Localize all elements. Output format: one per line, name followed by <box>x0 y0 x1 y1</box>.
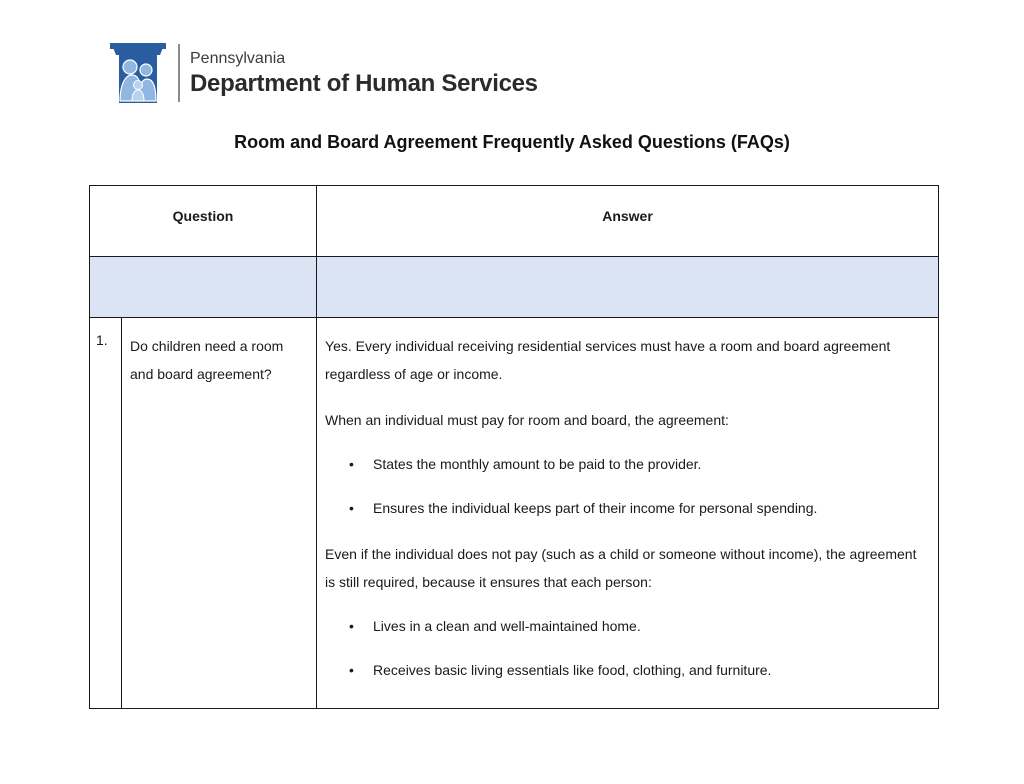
answer-pay-lead: When an individual must pay for room and board, the agreement: <box>325 412 729 428</box>
logo-divider <box>178 44 180 102</box>
question-number: 1. <box>90 318 122 709</box>
logo-text <box>190 51 538 96</box>
document-title: Room and Board Agreement Frequently Asked Questions (FAQs) <box>234 132 790 152</box>
question-column-header: Question <box>90 186 317 257</box>
section-divider-right <box>317 257 939 318</box>
nopay-bullet-list <box>325 612 930 684</box>
answer-cell <box>317 318 939 709</box>
answer-column-header: Answer <box>317 186 939 257</box>
table-row <box>90 318 939 709</box>
department-logo <box>110 40 538 106</box>
bullet-text: Receives basic living essentials like food, clothing, and furniture. <box>373 662 772 678</box>
answer-nopay-lead: Even if the individual does not pay (such as a child or someone without income), the agreement is still required, because it ensures that each person: <box>325 546 917 590</box>
list-item <box>325 450 930 478</box>
bullet-text: Ensures the individual keeps part of their income for personal spending. <box>373 500 818 516</box>
question-text: Do children need a room and board agreement? <box>122 318 317 709</box>
list-item <box>325 494 930 522</box>
state-name: Pennsylvania <box>190 49 286 67</box>
section-divider-left <box>90 257 317 318</box>
bullet-icon: • <box>349 500 354 516</box>
bullet-icon: • <box>349 662 354 678</box>
faq-table <box>89 185 939 709</box>
table-header-row <box>90 186 939 257</box>
department-name: Department of Human Services <box>190 69 538 97</box>
bullet-text: Lives in a clean and well-maintained home. <box>373 618 641 634</box>
list-item <box>325 612 930 640</box>
bullet-icon: • <box>349 456 354 472</box>
list-item <box>325 656 930 684</box>
bullet-text: States the monthly amount to be paid to the provider. <box>373 456 702 472</box>
keystone-family-icon <box>110 41 166 105</box>
pay-bullet-list <box>325 450 930 522</box>
section-divider-row <box>90 257 939 318</box>
bullet-icon: • <box>349 618 354 634</box>
answer-intro: Yes. Every individual receiving residential services must have a room and board agreement regardless of age or income. <box>325 338 891 382</box>
